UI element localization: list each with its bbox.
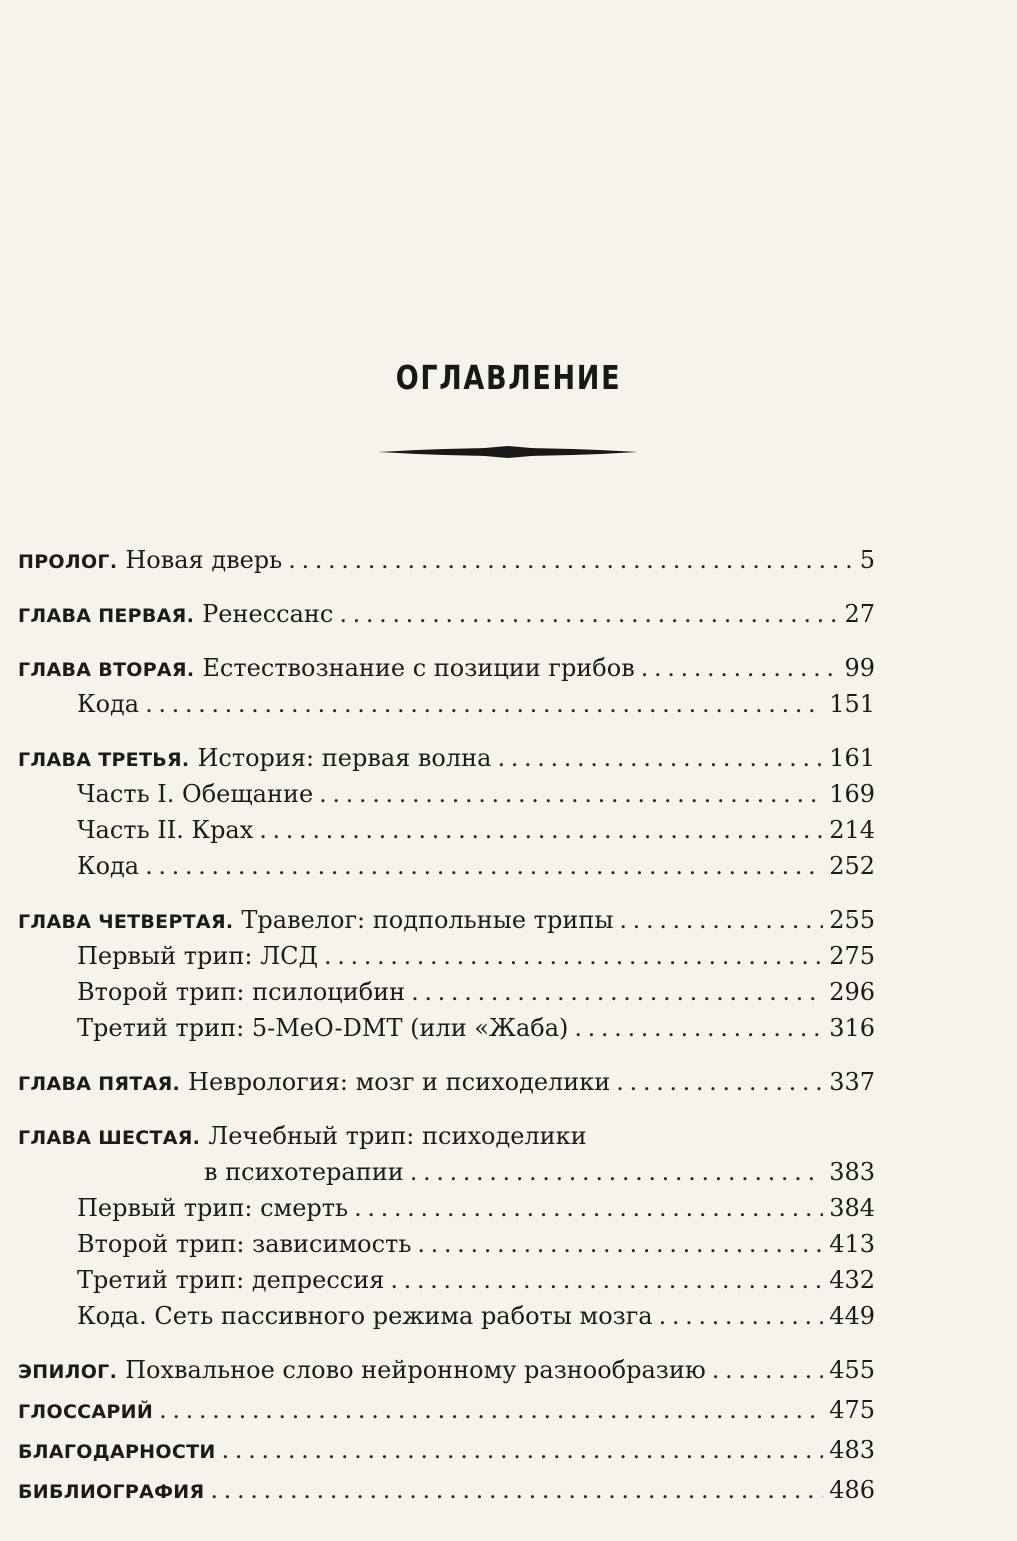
- toc-entry-heading: БИБЛИОГРАФИЯ: [18, 1481, 205, 1503]
- toc-entry-page-number: 5: [859, 546, 875, 574]
- dot-leader: [417, 1226, 823, 1262]
- toc-entry-page-number: 449: [829, 1302, 875, 1330]
- dot-leader: [410, 1154, 823, 1190]
- dot-leader: [641, 650, 839, 686]
- toc-entry-heading: ПРОЛОГ.: [18, 551, 118, 573]
- toc-entry-heading: ГЛАВА ПЕРВАЯ.: [18, 605, 195, 627]
- toc-entry-page-number: 483: [829, 1436, 875, 1464]
- toc-entry-label: Первый трип: ЛСД: [77, 942, 318, 970]
- toc-entry[interactable]: [18, 1392, 875, 1428]
- ornament-divider: [378, 440, 638, 464]
- dot-leader: [145, 848, 823, 884]
- toc-entry[interactable]: [18, 848, 875, 884]
- toc-entry[interactable]: [18, 596, 875, 632]
- toc-entry-label: Второй трип: зависимость: [77, 1230, 412, 1258]
- toc-entry-label: Кода: [77, 690, 140, 718]
- toc-entry-page-number: 99: [844, 654, 875, 682]
- dot-leader: [324, 938, 823, 974]
- toc-entry-heading: ГЛАВА ШЕСТАЯ.: [18, 1127, 201, 1149]
- dot-leader: [390, 1262, 823, 1298]
- dot-leader: [574, 1010, 823, 1046]
- toc-entry[interactable]: [18, 1154, 875, 1190]
- dot-leader: [339, 596, 838, 632]
- toc-entry[interactable]: [18, 1118, 875, 1154]
- dot-leader: [145, 686, 823, 722]
- toc-entry-heading: ГЛАВА ТРЕТЬЯ.: [18, 749, 190, 771]
- toc-entry-label: в психотерапии: [204, 1158, 404, 1186]
- page-title: ОГЛАВЛЕНИЕ: [395, 358, 622, 397]
- toc-entry-label: Часть II. Крах: [77, 816, 254, 844]
- toc-entry-heading: ГЛОССАРИЙ: [18, 1401, 154, 1423]
- toc-entry-page-number: 27: [844, 600, 875, 628]
- toc-entry[interactable]: [18, 1262, 875, 1298]
- toc-entry[interactable]: [18, 1190, 875, 1226]
- toc-entry-label: Первый трип: смерть: [77, 1194, 349, 1222]
- toc-entry-page-number: 214: [829, 816, 875, 844]
- dot-leader: [411, 974, 823, 1010]
- toc-entry-heading: ЭПИЛОГ.: [18, 1361, 118, 1383]
- toc-entry[interactable]: [18, 1226, 875, 1262]
- toc-entry-label: Травелог: подпольные трипы: [241, 906, 614, 934]
- toc-entry-page-number: 255: [829, 906, 875, 934]
- toc-entry[interactable]: [18, 740, 875, 776]
- toc-entry[interactable]: [18, 938, 875, 974]
- toc-entry-label: Третий трип: депрессия: [77, 1266, 385, 1294]
- toc-entry[interactable]: [18, 974, 875, 1010]
- dot-leader: [712, 1352, 823, 1388]
- dot-leader: [659, 1298, 824, 1334]
- toc-entry-page-number: 413: [829, 1230, 875, 1258]
- toc-entry-heading: ГЛАВА ВТОРАЯ.: [18, 659, 195, 681]
- toc-entry[interactable]: [18, 1352, 875, 1388]
- dot-leader: [159, 1392, 823, 1428]
- toc-entry-page-number: 432: [829, 1266, 875, 1294]
- toc-entry-page-number: 316: [829, 1014, 875, 1042]
- toc-entry-page-number: 383: [829, 1158, 875, 1186]
- dot-leader: [319, 776, 823, 812]
- toc-entry-page-number: 275: [829, 942, 875, 970]
- toc-entry[interactable]: [18, 812, 875, 848]
- toc-entry[interactable]: [18, 1432, 875, 1468]
- toc-entry-label: Третий трип: 5-MeO-DMT (или «Жаба): [77, 1014, 569, 1042]
- dot-leader: [259, 812, 823, 848]
- toc-entry-page-number: 384: [829, 1194, 875, 1222]
- toc-entry-label: Естествознание с позиции грибов: [202, 654, 635, 682]
- dot-leader: [619, 902, 823, 938]
- toc-entry-page-number: 169: [829, 780, 875, 808]
- toc-entry-label: Похвальное слово нейронному разнообразию: [125, 1356, 706, 1384]
- toc-entry-page-number: 486: [829, 1476, 875, 1504]
- dot-leader: [354, 1190, 823, 1226]
- toc-entry[interactable]: [18, 1064, 875, 1100]
- toc-entry-heading: ГЛАВА ЧЕТВЕРТАЯ.: [18, 911, 234, 933]
- toc-entry-label: Кода: [77, 852, 140, 880]
- toc-entry[interactable]: [18, 1298, 875, 1334]
- toc-entry-page-number: 296: [829, 978, 875, 1006]
- toc-entry-heading: ГЛАВА ПЯТАЯ.: [18, 1073, 181, 1095]
- toc-entry-label: Лечебный трип: психоделики: [208, 1122, 587, 1150]
- toc-entry-page-number: 161: [829, 744, 875, 772]
- toc-entry[interactable]: [18, 1010, 875, 1046]
- table-of-contents: [18, 542, 875, 1508]
- toc-entry[interactable]: [18, 686, 875, 722]
- toc-entry-label: Часть I. Обещание: [77, 780, 314, 808]
- toc-entry-heading: БЛАГОДАРНОСТИ: [18, 1441, 216, 1463]
- toc-entry[interactable]: [18, 776, 875, 812]
- dot-leader: [288, 542, 853, 578]
- toc-entry[interactable]: [18, 902, 875, 938]
- toc-entry-page-number: 455: [829, 1356, 875, 1384]
- toc-entry[interactable]: [18, 542, 875, 578]
- toc-entry-label: Неврология: мозг и психоделики: [188, 1068, 611, 1096]
- toc-entry-page-number: 475: [829, 1396, 875, 1424]
- toc-entry[interactable]: [18, 650, 875, 686]
- toc-entry-label: Новая дверь: [125, 546, 283, 574]
- toc-entry[interactable]: [18, 1472, 875, 1508]
- toc-entry-page-number: 151: [829, 690, 875, 718]
- toc-entry-label: История: первая волна: [197, 744, 492, 772]
- dot-leader: [210, 1472, 823, 1508]
- toc-entry-page-number: 337: [829, 1068, 875, 1096]
- toc-entry-label: Второй трип: псилоцибин: [77, 978, 406, 1006]
- dot-leader: [497, 740, 823, 776]
- toc-entry-page-number: 252: [829, 852, 875, 880]
- dot-leader: [616, 1064, 823, 1100]
- dot-leader: [222, 1432, 824, 1468]
- toc-entry-label: Кода. Сеть пассивного режима работы мозга: [77, 1302, 653, 1330]
- toc-entry-label: Ренессанс: [202, 600, 334, 628]
